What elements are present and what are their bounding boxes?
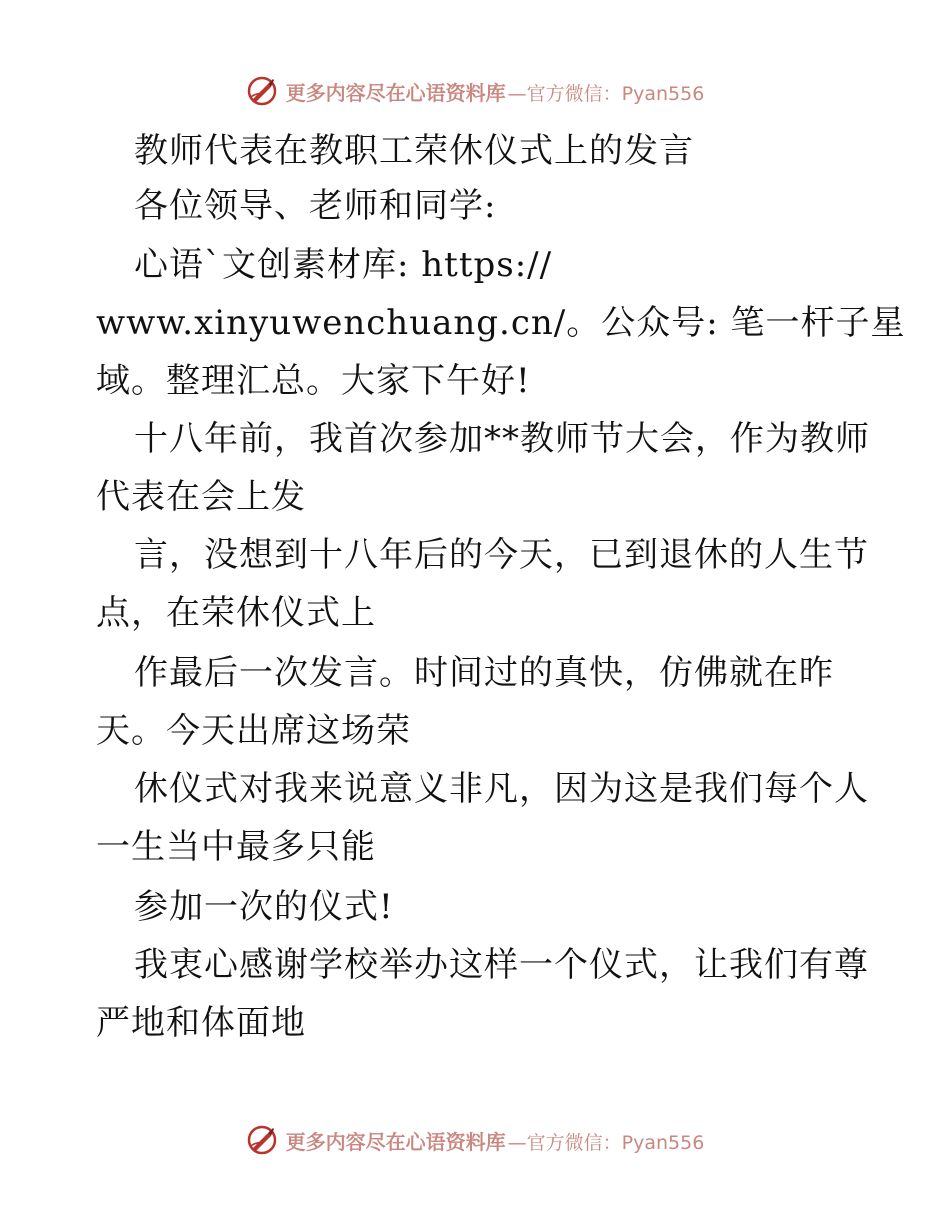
text-line: 休仪式对我来说意义非凡，因为这是我们每个人 [134, 769, 869, 809]
salutation: 各位领导、老师和同学: [134, 186, 497, 226]
header-watermark [0, 71, 950, 111]
text-line: 作最后一次发言。时间过的真快，仿佛就在昨 [134, 653, 834, 693]
text-line: 代表在会上发 [96, 477, 306, 517]
text-line: 十八年前，我首次参加**教师节大会，作为教师 [134, 419, 870, 459]
text-line: 心语`文创素材库: https:// [134, 245, 553, 285]
watermark-main-text: 更多内容尽在心语资料库 [285, 1129, 506, 1154]
footer-watermark [0, 1120, 950, 1160]
text-line: 言，没想到十八年后的今天，已到退休的人生节 [134, 535, 869, 575]
text-line: 严地和体面地 [96, 1003, 306, 1043]
text-line: 域。整理汇总。大家下午好! [96, 361, 531, 401]
quill-pen-circle-icon [246, 1124, 278, 1156]
text-line: 点，在荣休仪式上 [96, 593, 376, 633]
document-title: 教师代表在教职工荣休仪式上的发言 [134, 131, 694, 171]
text-line: www.xinyuwenchuang.cn/。公众号: 笔一杆子星 [96, 303, 906, 343]
watermark-wechat-text: —官方微信：Pyan556 [507, 82, 705, 105]
text-line: 参加一次的仪式! [134, 887, 394, 927]
watermark-wechat-text: —官方微信：Pyan556 [507, 1131, 705, 1154]
text-line: 我衷心感谢学校举办这样一个仪式，让我们有尊 [134, 945, 869, 985]
text-line: 天。今天出席这场荣 [96, 711, 411, 751]
text-line: 一生当中最多只能 [96, 827, 376, 867]
watermark-main-text: 更多内容尽在心语资料库 [285, 80, 506, 105]
quill-pen-circle-icon [246, 75, 278, 107]
